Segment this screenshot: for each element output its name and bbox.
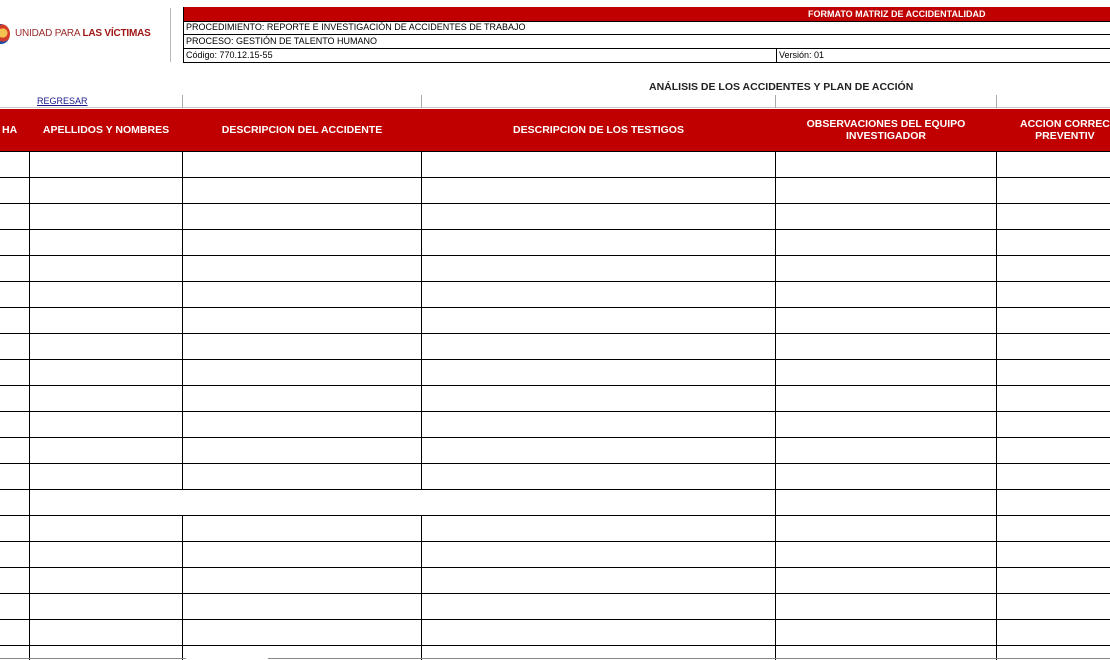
- logo: [0, 8, 180, 60]
- col-accion-header: ACCION CORREC PREVENTIV: [1020, 118, 1110, 142]
- col-descripcion-testigos-header: DESCRIPCION DE LOS TESTIGOS: [513, 124, 684, 136]
- format-title: FORMATO MATRIZ DE ACCIDENTALIDAD: [808, 9, 986, 19]
- col-apellidos-header: APELLIDOS Y NOMBRES: [42, 124, 170, 136]
- proceso-label: PROCESO: GESTIÓN DE TALENTO HUMANO: [186, 36, 378, 46]
- codigo-label: Código: 770.12.15-55: [186, 50, 273, 60]
- regresar-link[interactable]: REGRESAR: [37, 96, 88, 106]
- data-grid: [0, 151, 1110, 660]
- col-fecha-header: HA: [2, 124, 18, 136]
- col-descripcion-accidente-header: DESCRIPCION DEL ACCIDENTE: [221, 124, 383, 136]
- section-title: ANÁLISIS DE LOS ACCIDENTES Y PLAN DE ACCIÓN: [649, 81, 914, 93]
- format-title-bar: [183, 7, 1110, 21]
- procedimiento-label: PROCEDIMIENTO: REPORTE E INVESTIGACIÓN DE ACCIDENTES DE TRABAJO: [186, 22, 526, 32]
- logo-text: UNIDAD PARA LAS VÍCTIMAS: [15, 28, 151, 39]
- version-label: Versión: 01: [779, 50, 825, 60]
- col-observaciones-header: OBSERVACIONES DEL EQUIPO INVESTIGADOR: [806, 118, 966, 142]
- coat-of-arms-icon: [0, 24, 10, 44]
